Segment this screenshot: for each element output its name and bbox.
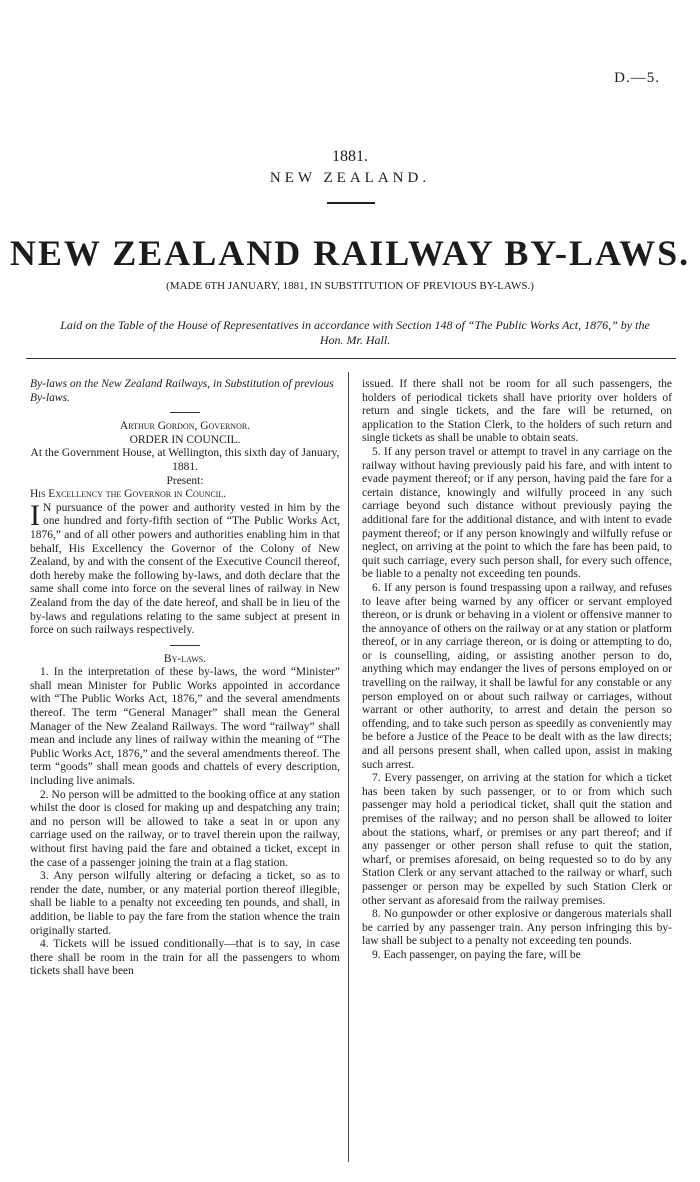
present-label: Present: bbox=[166, 474, 204, 487]
bylaw-4-continued: issued. If there shall not be room for all such passengers, the holders of periodical tickets shall have priority over holders of return and single tickets, and the fare will be returned, on application to the Station Clerk, to the holders of such return and single tickets as shall be unable to obtain seats. bbox=[362, 378, 672, 445]
document-subtitle: (MADE 6TH JANUARY, 1881, IN SUBSTITUTION OF PREVIOUS BY-LAWS.) bbox=[166, 280, 534, 292]
preamble bbox=[30, 498, 340, 638]
preamble-text: N pursuance of the power and authority vested in him by the one hundred and forty-fifth section of “The Public Works Act, 1876,” and of all other powers and authorities enabling him in that behalf, His Excellency the Governor of the Colony of New Zealand, by and with the consent of the Executive Council thereof, doth hereby make the following by-laws, and doth declare that the same shall come into force on the several lines of railway in New Zealand from the day of the date hereof, and shall be in lieu of the by-laws and regulations relating to the same subject at present in force on such railways respectively. bbox=[30, 501, 340, 637]
governor-signature: Arthur Gordon, Governor. bbox=[119, 420, 251, 433]
council-line: His Excellency the Governor in Council. bbox=[30, 488, 227, 501]
page-reference: D.—5. bbox=[614, 70, 660, 86]
place-and-date: At the Government House, at Wellington, this sixth day of January, 1881. bbox=[30, 447, 340, 473]
bylaw-5: 5. If any person travel or attempt to travel in any carriage on the railway without having previously paid his fare, and with intent to evade payment thereof; or if any person, having paid the fare for a certain distance, knowingly and wilfully proceed in any such carriage beyond such distance without previously paying the additional fare for the additional distance, and with intent to evade payment thereof; or if any person knowingly and wilfully refuse or neglect, on arriving at the point to which the fare has been paid, to quit such carriage, every such person shall, for every such offence, be liable to a penalty not exceeding ten pounds. bbox=[362, 445, 672, 581]
bylaw-6: 6. If any person is found trespassing upon a railway, and refuses to leave after being warned by any officer or servant employed thereon, or is drunk or behaving in a violent or offensive manner to the annoyance of others on the railway or at any station or platform thereof, or in any carriage thereon, or is doing or attempting to do, or is counselling, aiding, or assisting another person to do, anything which may endanger the lives of persons employed on or travelling on the railway, it shall be lawful for any constable or any person employed on or about such railway or carriages, without warrant or other authority, to arrest and detain the person so offending, and to take such person as speedily as conveniently may be before a Justice of the Peace to be dealt with as the law directs; and all persons present shall, when called upon, assist in making such arrest. bbox=[362, 581, 672, 771]
bylaw-3: 3. Any person wilfully altering or defacing a ticket, so as to render the date, number, or any material portion thereof illegible, shall be liable to a penalty not exceeding ten pounds, and shall, in addition, be liable to pay the fare from the station whence the train originally started. bbox=[30, 870, 340, 937]
full-rule bbox=[26, 358, 676, 359]
drop-cap: I bbox=[30, 498, 40, 532]
bylaw-8: 8. No gunpowder or other explosive or dangerous materials shall be carried by any passenger train. Any person infringing this by-law shall be subject to a penalty not exceeding ten pounds. bbox=[362, 908, 672, 948]
column-divider bbox=[348, 372, 349, 1162]
document-title: NEW ZEALAND RAILWAY BY-LAWS. bbox=[9, 233, 691, 273]
bylaw-1: 1. In the interpretation of these by-laws, the word “Minister” shall mean Minister for Public Works appointed in accordance with “The Public Works Act, 1876,” and the several amendments thereof. The term “General Manager” shall mean the General Manager of the New Zealand Railways. The word “railway” shall mean and include any lines of railway within the meaning of “The Public Works Act, 1876,” and the several amendments thereof. The term “goods” shall mean goods and chattels of every description, including live animals. bbox=[30, 666, 340, 788]
section-dash bbox=[170, 645, 200, 646]
left-column bbox=[30, 378, 340, 979]
bylaws-heading: By-laws. bbox=[163, 652, 207, 665]
bylaw-7: 7. Every passenger, on arriving at the station for which a ticket has been taken by such passenger, or to or from which such passenger may hold a periodical ticket, shall quit the station and premises of the railway; and no person shall be allowed to loiter about the stations, wharf, or premises or any part thereof; and if any passenger or other person shall refuse to quit the station, wharf, or premises aforesaid, on being requested so to do by any Station Clerk or any servant attached to the railway or wharf, such passenger or person may be expelled by such Station Clerk or other servant as aforesaid from the railway premises. bbox=[362, 772, 672, 907]
bylaw-4: 4. Tickets will be issued conditionally—that is to say, in case there shall be room in the train for all the passengers to whom tickets shall have been bbox=[30, 938, 340, 978]
intro-caption: By-laws on the New Zealand Railways, in Substitution of previous By-laws. bbox=[30, 378, 334, 404]
year: 1881. bbox=[332, 148, 368, 165]
order-in-council-heading: ORDER IN COUNCIL. bbox=[129, 433, 241, 446]
laid-on-table-note: Laid on the Table of the House of Representatives in accordance with Section 148 of “The Public Works Act, 1876,” by the Hon. Mr. Hall. bbox=[60, 318, 650, 347]
short-rule bbox=[327, 202, 375, 204]
country-heading: NEW ZEALAND. bbox=[269, 170, 431, 186]
right-column bbox=[362, 378, 672, 963]
section-dash bbox=[170, 412, 200, 413]
bylaw-9: 9. Each passenger, on paying the fare, will be bbox=[372, 948, 581, 961]
bylaw-2: 2. No person will be admitted to the booking office at any station whilst the door is closed for making up and despatching any train; and no person will be allowed to take a seat in or upon any carriage used on the railway, or to travel therein upon the railway, without first having paid the fare and obtained a ticket, except in the case of a passenger joining the train at a flag station. bbox=[30, 788, 340, 869]
